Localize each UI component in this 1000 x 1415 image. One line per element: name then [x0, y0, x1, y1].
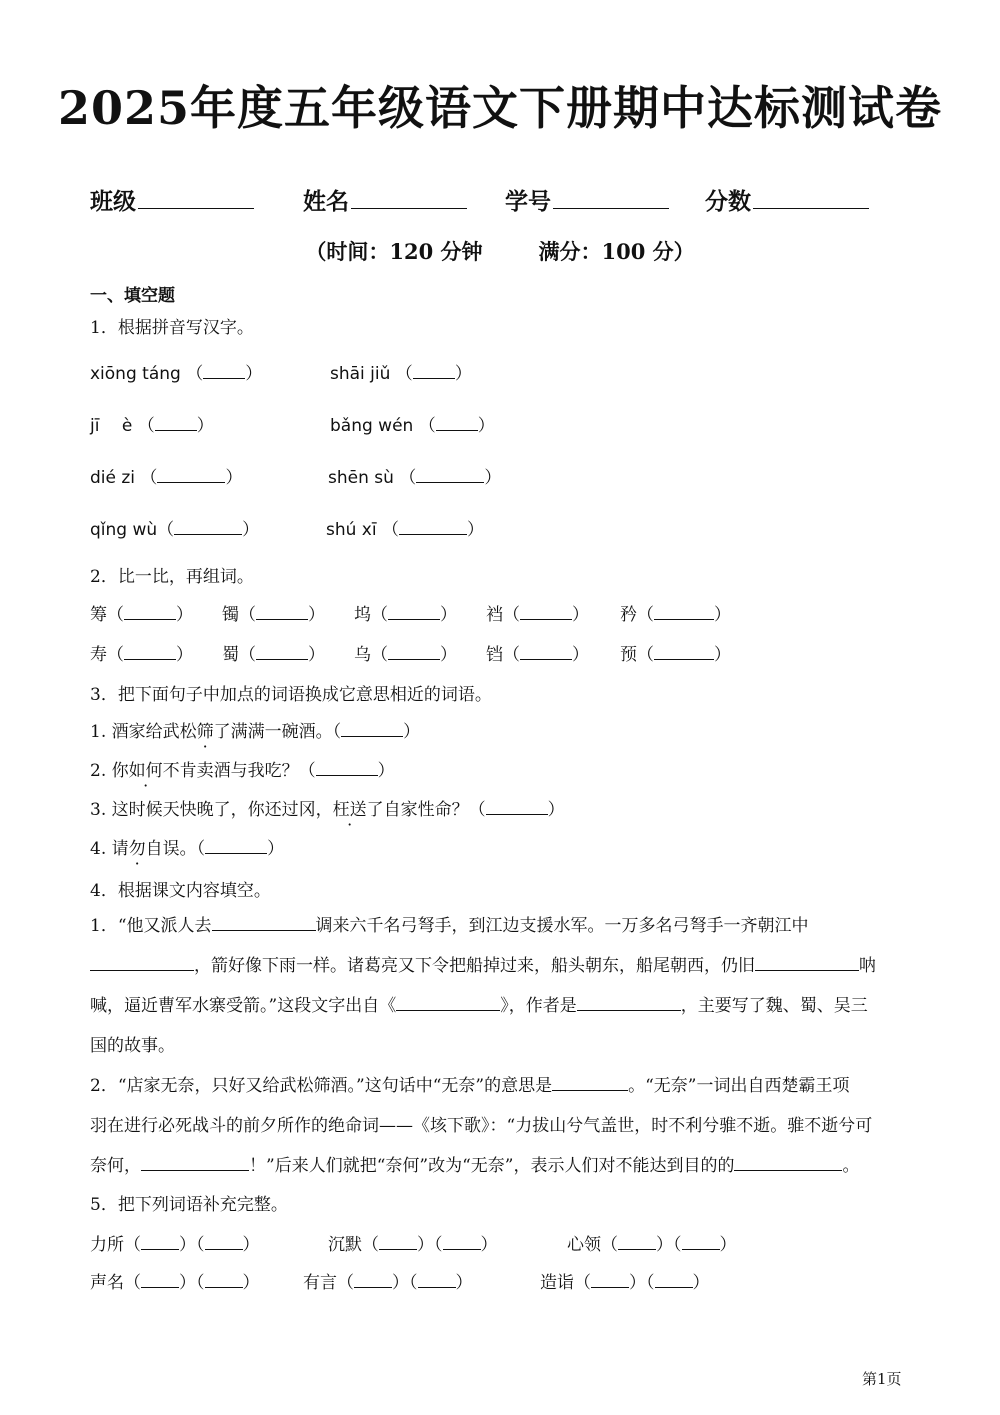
time-duration: （时间：120 分钟	[305, 239, 483, 264]
sentence-item: 1. 酒家给武松筛了满满一碗酒。（ ）	[90, 722, 421, 742]
fill-line: 喊，逼近曹军水寨受箭。”这段文字出自《 》，作者是 ，主要写了魏、蜀、吴三	[90, 996, 868, 1016]
idiom-item: 有言（ ）（ ）	[303, 1273, 473, 1293]
compare-item: 蜀（ ）	[222, 645, 325, 665]
compare-item: 筹（ ）	[90, 605, 193, 625]
idiom-item: 声名（ ）（ ）	[90, 1273, 260, 1293]
page-number: 第1页	[862, 1370, 902, 1388]
name-field	[303, 183, 467, 216]
compare-item: 铛（ ）	[486, 645, 589, 665]
idiom-item: 造诣（ ）（ ）	[540, 1273, 710, 1293]
compare-item: 坞（ ）	[354, 605, 457, 625]
pinyin-item: dié zi （ ）	[90, 468, 243, 488]
idiom-item: 沉默（ ）（ ）	[328, 1235, 498, 1255]
question-4-prompt: 4．根据课文内容填空。	[90, 881, 271, 901]
score-blank[interactable]	[753, 186, 869, 209]
section-heading: 一、填空题	[90, 286, 175, 306]
pinyin-item: xiōng táng （ ）	[90, 364, 263, 384]
pinyin-item: shēn sù （ ）	[328, 468, 502, 488]
compare-item: 镯（ ）	[222, 605, 325, 625]
pinyin-item: shāi jiǔ （ ）	[330, 364, 472, 384]
sentence-item: 3. 这时候天快晚了，你还过冈，枉送了自家性命？（ ）	[90, 800, 565, 820]
exam-title: 2025年度五年级语文下册期中达标测试卷	[57, 81, 943, 135]
score-field	[705, 183, 869, 216]
time-info	[0, 236, 1000, 266]
fill-line: 国的故事。	[90, 1036, 175, 1056]
idiom-item: 心领（ ）（ ）	[567, 1235, 737, 1255]
pinyin-item: shú xī （ ）	[326, 520, 484, 540]
name-label: 姓名	[303, 188, 349, 215]
fill-line: 羽在进行必死战斗的前夕所作的绝命词——《垓下歌》：“力拔山兮气盖世，时不利兮骓不逝。骓不逝兮可	[90, 1116, 873, 1136]
number-blank[interactable]	[553, 186, 669, 209]
compare-item: 矜（ ）	[620, 605, 731, 625]
sentence-item: 2. 你如何不肯卖酒与我吃？（ ）	[90, 761, 395, 781]
full-score: 满分：100 分）	[538, 239, 695, 264]
pinyin-item: bǎng wén （ ）	[330, 416, 495, 436]
question-2-prompt: 2．比一比，再组词。	[90, 567, 254, 587]
number-field	[505, 183, 669, 216]
class-blank[interactable]	[138, 186, 254, 209]
number-label: 学号	[505, 188, 551, 215]
fill-line: 1．“他又派人去 调来六千名弓弩手，到江边支援水军。一万多名弓弩手一齐朝江中	[90, 916, 809, 936]
name-blank[interactable]	[351, 186, 467, 209]
pinyin-item: qǐng wù（ ）	[90, 520, 260, 540]
compare-item: 裆（ ）	[486, 605, 589, 625]
question-5-prompt: 5．把下列词语补充完整。	[90, 1195, 288, 1215]
question-3-prompt: 3．把下面句子中加点的词语换成它意思相近的词语。	[90, 685, 492, 705]
class-field	[90, 183, 254, 216]
compare-item: 乌（ ）	[354, 645, 457, 665]
fill-line: 奈何， ！”后来人们就把“奈何”改为“无奈”，表示人们对不能达到目的的 。	[90, 1156, 860, 1176]
pinyin-item: jī è （ ）	[90, 416, 214, 436]
sentence-item: 4. 请勿自误。（ ）	[90, 839, 285, 859]
score-label: 分数	[705, 188, 751, 215]
fill-line: 2．“店家无奈，只好又给武松筛酒。”这句话中“无奈”的意思是 。“无奈”一词出自西楚霸王项	[90, 1076, 850, 1096]
class-label: 班级	[90, 188, 136, 215]
compare-item: 预（ ）	[620, 645, 731, 665]
idiom-item: 力所（ ）（ ）	[90, 1235, 260, 1255]
question-1-prompt: 1．根据拼音写汉字。	[90, 318, 254, 338]
fill-line: ，箭好像下雨一样。诸葛亮又下令把船掉过来，船头朝东，船尾朝西，仍旧 呐	[90, 946, 876, 986]
compare-item: 寿（ ）	[90, 645, 193, 665]
